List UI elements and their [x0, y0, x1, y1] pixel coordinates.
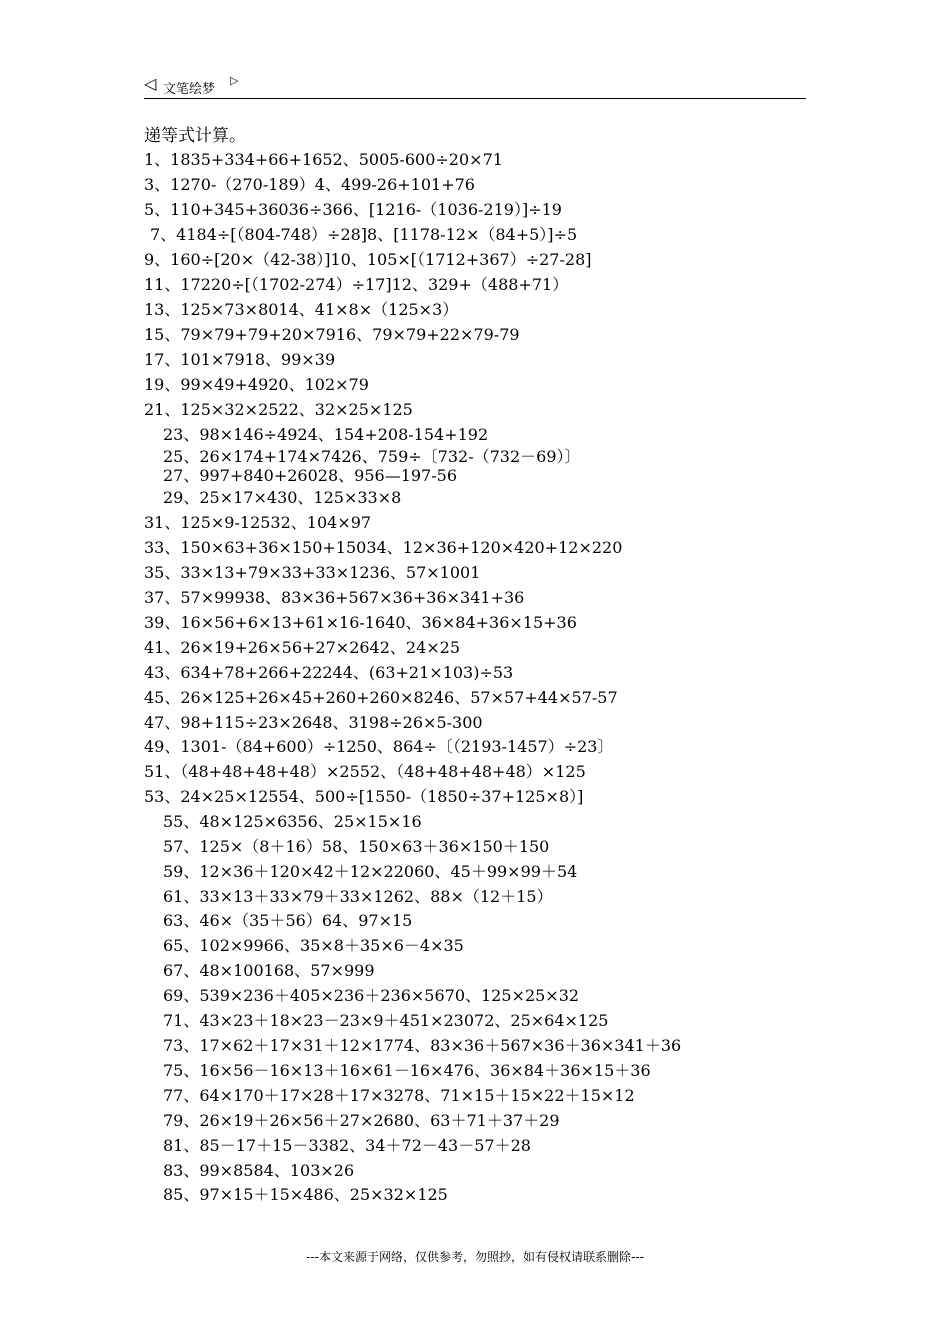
exercise-line: 71、43×23＋18×23－23×9＋451×23072、25×64×125: [163, 1011, 609, 1030]
exercise-line: 7、4184÷[（804-748）÷28]8、[1178-12×（84+5）]÷5: [150, 225, 578, 244]
page-title: 递等式计算。: [144, 126, 246, 146]
exercise-line: 23、98×146÷4924、154+208-154+192: [163, 425, 489, 444]
exercise-line: 37、57×99938、83×36+567×36+36×341+36: [144, 588, 525, 607]
exercise-line: 33、150×63+36×150+15034、12×36+120×420+12×220: [144, 538, 623, 557]
exercise-line: 73、17×62＋17×31＋12×1774、83×36＋567×36＋36×341＋36: [163, 1036, 682, 1055]
exercise-line: 27、997+840+26028、956—197-56: [163, 466, 457, 485]
left-triangle-icon: ◁: [144, 74, 157, 93]
exercise-line: 1、1835+334+66+1652、5005-600÷20×71: [144, 150, 503, 169]
exercise-line: 59、12×36＋120×42＋12×22060、45＋99×99＋54: [163, 862, 578, 881]
exercise-line: 25、26×174+174×7426、759÷〔732-（732－69）〕: [163, 447, 581, 466]
exercise-line: 3、1270-（270-189）4、499-26+101+76: [144, 175, 475, 194]
exercise-line: 63、46×（35＋56）64、97×15: [163, 911, 413, 930]
exercise-line: 41、26×19+26×56+27×2642、24×25: [144, 638, 461, 657]
exercise-line: 47、98+115÷23×2648、3198÷26×5-300: [144, 713, 483, 732]
exercise-line: 39、16×56+6×13+61×16-1640、36×84+36×15+36: [144, 613, 577, 632]
exercise-line: 69、539×236＋405×236＋236×5670、125×25×32: [163, 986, 580, 1005]
exercise-line: 77、64×170＋17×28＋17×3278、71×15＋15×22＋15×12: [163, 1086, 635, 1105]
exercise-line: 21、125×32×2522、32×25×125: [144, 400, 413, 419]
page-footer: ---本文来源于网络，仅供参考，勿照抄，如有侵权请联系删除---: [306, 1250, 644, 1264]
exercise-line: 81、85－17＋15－3382、34＋72－43－57＋28: [163, 1136, 531, 1155]
exercise-line: 35、33×13+79×33+33×1236、57×1001: [144, 563, 481, 582]
exercise-line: 67、48×100168、57×999: [163, 961, 375, 980]
exercise-line: 55、48×125×6356、25×15×16: [163, 812, 422, 831]
exercise-line: 45、26×125+26×45+260+260×8246、57×57+44×57-57: [144, 688, 618, 707]
exercise-line: 61、33×13＋33×79＋33×1262、88×（12＋15）: [163, 887, 553, 906]
exercise-line: 57、125×（8＋16）58、150×63＋36×150＋150: [163, 837, 550, 856]
exercise-line: 51、（48+48+48+48）×2552、（48+48+48+48）×125: [144, 762, 586, 781]
right-triangle-icon: ▷: [230, 74, 239, 87]
exercise-line: 65、102×9966、35×8＋35×6－4×35: [163, 936, 464, 955]
exercise-line: 43、634+78+266+22244、(63+21×103)÷53: [144, 663, 514, 682]
page-header: [144, 74, 806, 99]
exercise-line: 53、24×25×12554、500÷[1550-（1850÷37+125×8）]: [144, 787, 584, 806]
exercise-line: 31、125×9-12532、104×97: [144, 513, 372, 532]
exercise-line: 19、99×49+4920、102×79: [144, 375, 369, 394]
exercise-line: 11、17220÷[（1702-274）÷17]12、329+（488+71）: [144, 275, 569, 294]
exercise-line: 79、26×19＋26×56＋27×2680、63＋71＋37＋29: [163, 1111, 560, 1130]
exercise-line: 85、97×15＋15×486、25×32×125: [163, 1185, 448, 1204]
header-brand: 文笔绘梦: [163, 82, 216, 97]
exercise-line: 29、25×17×430、125×33×8: [163, 488, 402, 507]
exercise-line: 17、101×7918、99×39: [144, 350, 336, 369]
exercise-line: 15、79×79+79+20×7916、79×79+22×79-79: [144, 325, 520, 344]
exercise-line: 13、125×73×8014、41×8×（125×3）: [144, 300, 459, 319]
exercise-line: 9、160÷[20×（42-38）]10、105×[（1712+367）÷27-28]: [144, 250, 592, 269]
exercise-line: 49、1301-（84+600）÷1250、864÷〔（2193-1457）÷23〕: [144, 737, 614, 756]
exercise-line: 75、16×56－16×13＋16×61－16×476、36×84＋36×15＋36: [163, 1061, 651, 1080]
exercise-line: 83、99×8584、103×26: [163, 1161, 355, 1180]
exercise-line: 5、110+345+36036÷366、[1216-（1036-219）]÷19: [144, 200, 562, 219]
